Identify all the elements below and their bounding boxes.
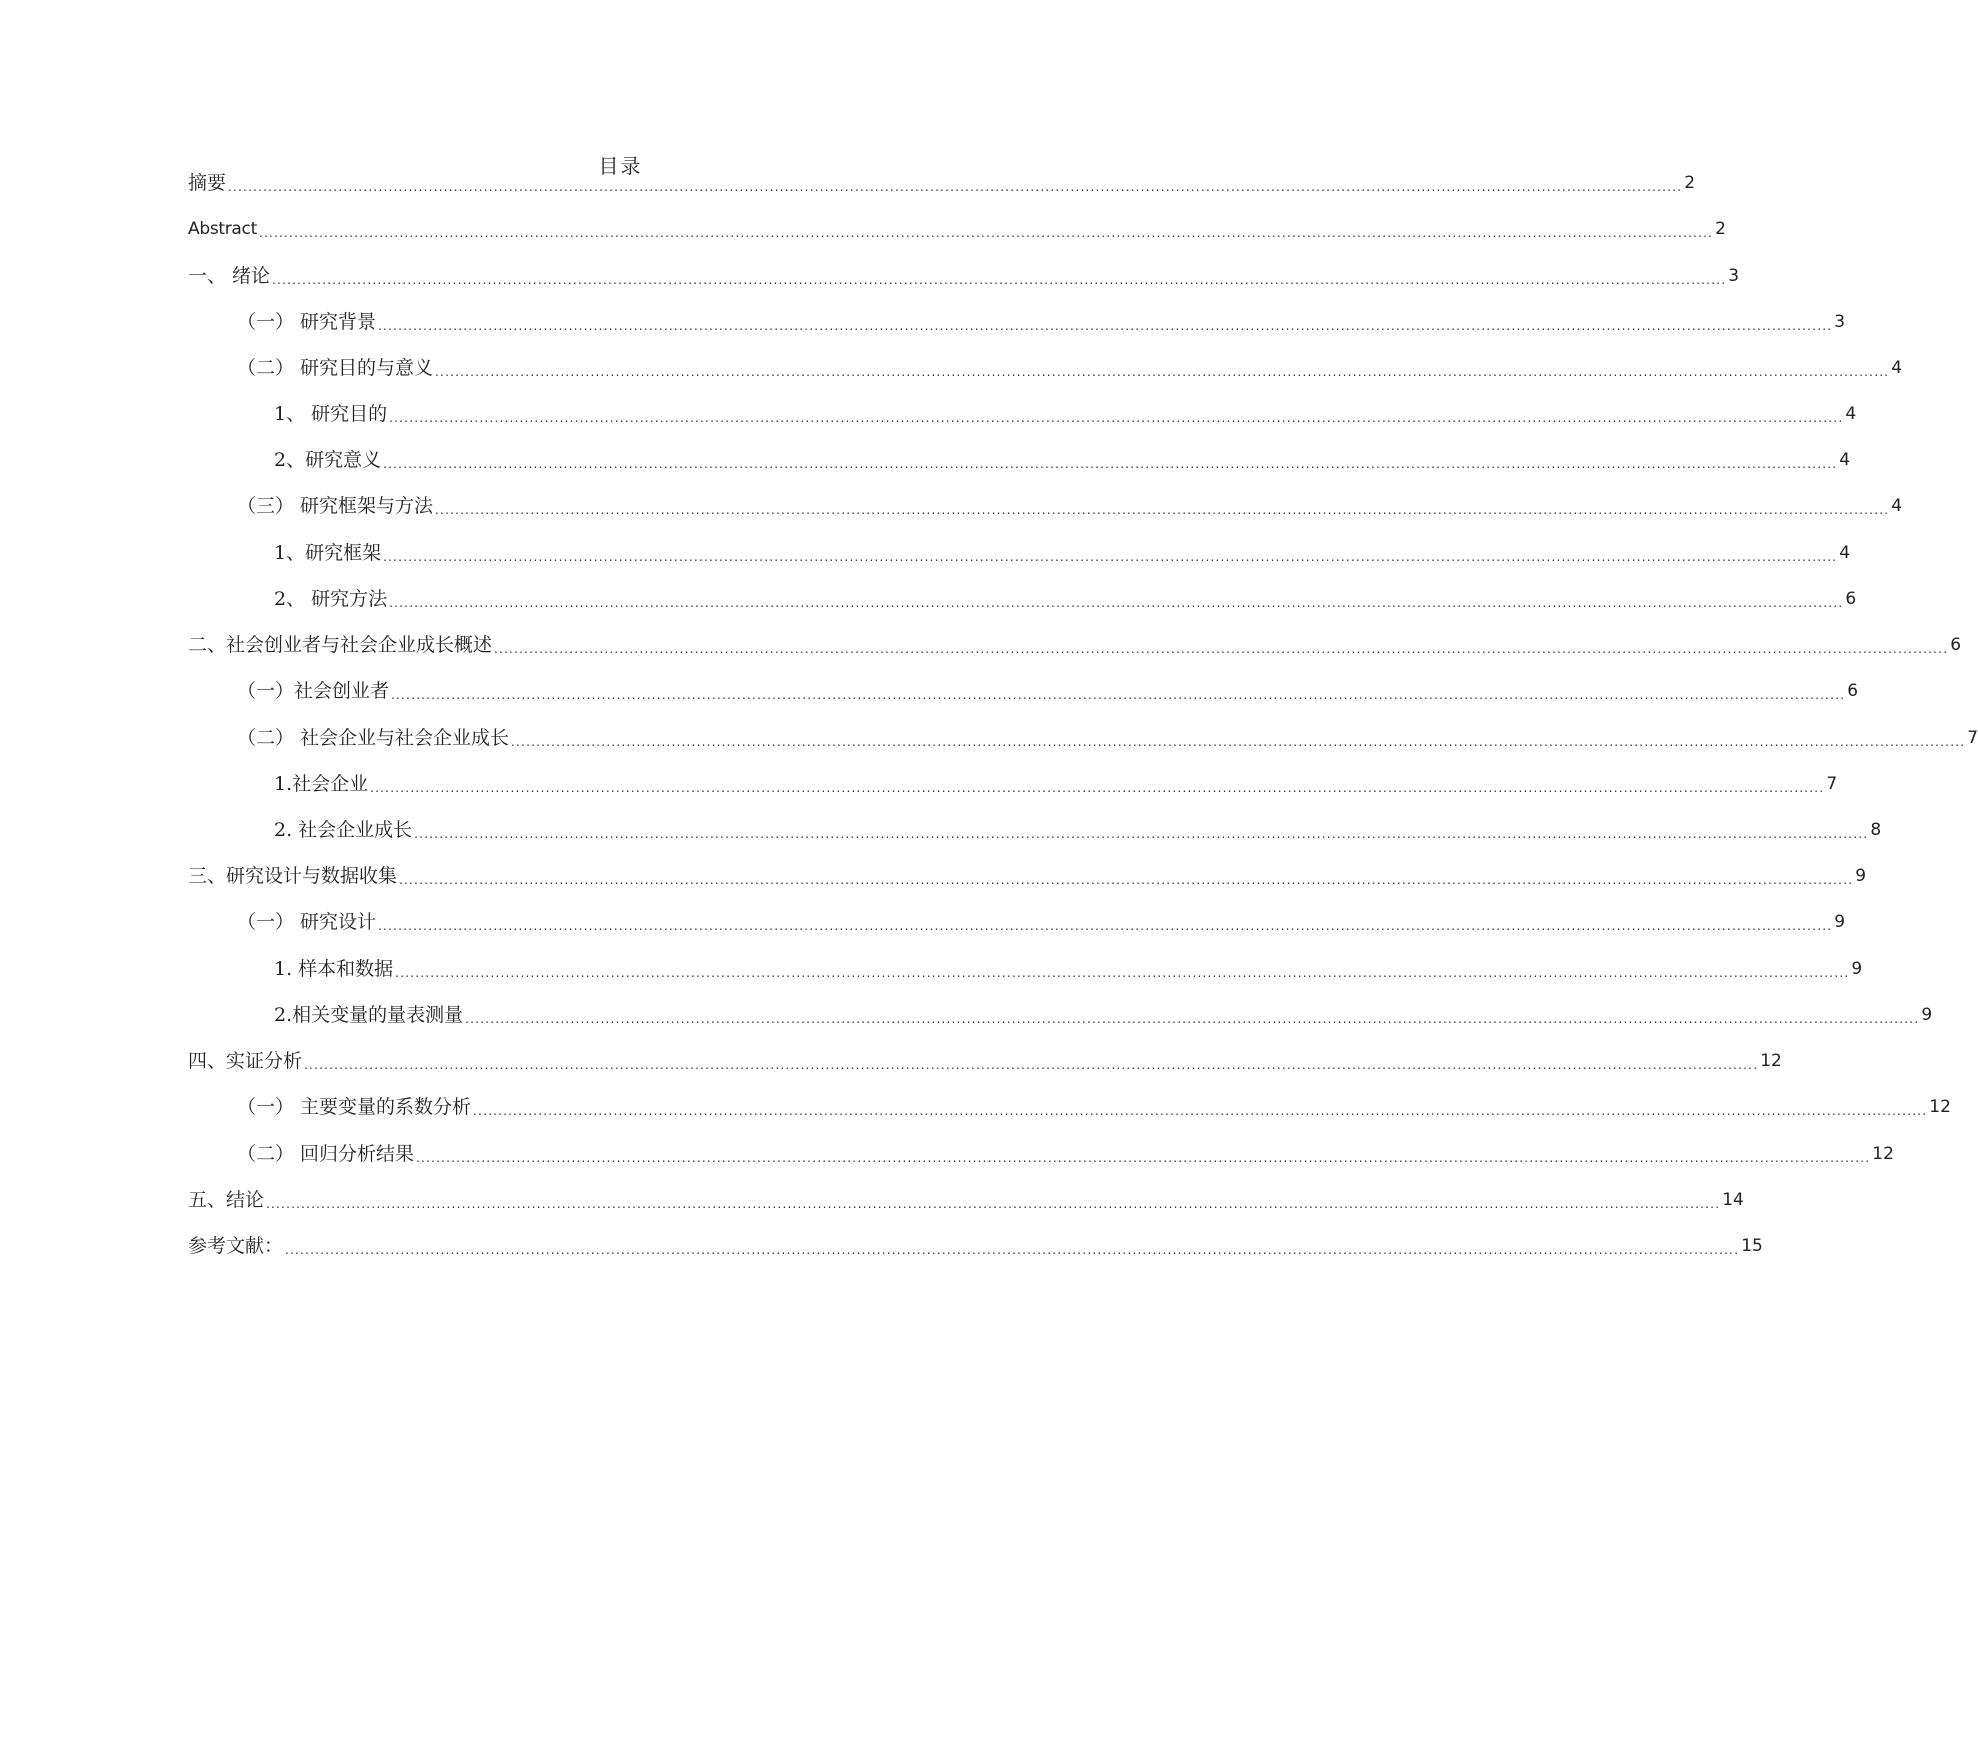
toc-page-number: 4 <box>1891 496 1903 516</box>
toc-page-number: 9 <box>1855 866 1867 886</box>
toc-dot-leader: .................................................................................................................................................................................................................................................................................................. <box>494 642 1949 656</box>
toc-entry-label: 五、结论 <box>188 1189 265 1211</box>
toc-dot-leader: .................................................................................................................................................................................................................................................................................................. <box>473 1104 1928 1118</box>
toc-entry-label: 摘要 <box>188 172 227 194</box>
toc-entry-abstract-en[interactable] <box>188 214 1726 244</box>
toc-entry-section-3-1-2[interactable] <box>274 1000 1933 1030</box>
toc-dot-leader: .................................................................................................................................................................................................................................................................................................. <box>395 966 1850 980</box>
toc-entry-label: 1、研究框架 <box>274 542 382 564</box>
toc-page-number: 3 <box>1834 312 1846 332</box>
toc-entry-section-2-1[interactable] <box>237 676 1859 706</box>
toc-dot-leader: .................................................................................................................................................................................................................................................................................................. <box>258 226 1714 240</box>
toc-page-number: 15 <box>1741 1236 1763 1256</box>
toc-entry-section-2-2[interactable] <box>237 723 1978 753</box>
toc-entry-label: 二、社会创业者与社会企业成长概述 <box>188 634 493 656</box>
toc-page-number: 2 <box>1684 173 1696 193</box>
toc-entry-section-1-3-1[interactable] <box>274 538 1851 568</box>
toc-entry-label: 参考文献： <box>188 1235 284 1257</box>
toc-page-number: 7 <box>1967 728 1978 748</box>
toc-entry-section-1-1[interactable] <box>237 307 1846 337</box>
toc-entry-section-4-2[interactable] <box>237 1139 1894 1169</box>
toc-entry-label: （三） 研究框架与方法 <box>237 495 434 517</box>
toc-dot-leader: .................................................................................................................................................................................................................................................................................................. <box>416 1151 1871 1165</box>
toc-page-number: 3 <box>1728 266 1740 286</box>
toc-dot-leader: .................................................................................................................................................................................................................................................................................................. <box>266 1197 1721 1211</box>
toc-entry-chapter-4[interactable] <box>188 1046 1782 1076</box>
toc-entry-section-2-2-1[interactable] <box>274 769 1838 799</box>
toc-title: 目录 <box>598 154 643 178</box>
toc-page-number: 6 <box>1950 635 1962 655</box>
toc-dot-leader: .................................................................................................................................................................................................................................................................................................. <box>272 273 1727 287</box>
toc-page-number: 14 <box>1722 1190 1744 1210</box>
toc-page-number: 12 <box>1872 1144 1894 1164</box>
toc-page-number: 12 <box>1929 1097 1951 1117</box>
toc-entry-label: （二） 社会企业与社会企业成长 <box>237 727 510 749</box>
toc-entry-label: （一） 主要变量的系数分析 <box>237 1096 472 1118</box>
toc-dot-leader: .................................................................................................................................................................................................................................................................................................. <box>414 827 1869 841</box>
toc-entry-section-4-1[interactable] <box>237 1092 1951 1122</box>
toc-entry-label: （二） 回归分析结果 <box>237 1143 415 1165</box>
toc-page-number: 4 <box>1839 450 1851 470</box>
toc-entry-chapter-5[interactable] <box>188 1185 1744 1215</box>
toc-page-number: 4 <box>1845 404 1857 424</box>
toc-page-number: 4 <box>1839 543 1851 563</box>
toc-dot-leader: .................................................................................................................................................................................................................................................................................................. <box>435 503 1890 517</box>
toc-dot-leader: .................................................................................................................................................................................................................................................................................................. <box>383 550 1838 564</box>
toc-entry-section-1-2-1[interactable] <box>274 399 1857 429</box>
toc-entry-label: （一）社会创业者 <box>237 680 390 702</box>
toc-entry-section-1-2-2[interactable] <box>274 445 1851 475</box>
toc-entry-section-2-2-2[interactable] <box>274 815 1882 845</box>
toc-entry-section-3-1[interactable] <box>237 907 1846 937</box>
toc-entry-label: 1、 研究目的 <box>274 403 388 425</box>
toc-entry-label: 三、研究设计与数据收集 <box>188 865 398 887</box>
toc-entry-label: 四、实证分析 <box>188 1050 303 1072</box>
toc-dot-leader: .................................................................................................................................................................................................................................................................................................. <box>399 873 1854 887</box>
toc-entry-label: 2.相关变量的量表测量 <box>274 1004 464 1026</box>
toc-dot-leader: .................................................................................................................................................................................................................................................................................................. <box>370 781 1825 795</box>
toc-page-number: 12 <box>1760 1051 1782 1071</box>
toc-entry-section-3-1-1[interactable] <box>274 954 1863 984</box>
toc-entry-label: （一） 研究设计 <box>237 911 377 933</box>
toc-page-number: 9 <box>1834 912 1846 932</box>
toc-dot-leader: .................................................................................................................................................................................................................................................................................................. <box>378 919 1833 933</box>
toc-entry-label: 2、研究意义 <box>274 449 382 471</box>
toc-entry-label: 一、 绪论 <box>188 265 271 287</box>
toc-entry-label: 1.社会企业 <box>274 773 369 795</box>
toc-page-number: 7 <box>1826 774 1838 794</box>
toc-entry-label: 2、 研究方法 <box>274 588 388 610</box>
toc-dot-leader: .................................................................................................................................................................................................................................................................................................. <box>228 180 1683 194</box>
toc-dot-leader: .................................................................................................................................................................................................................................................................................................. <box>511 735 1966 749</box>
toc-dot-leader: .................................................................................................................................................................................................................................................................................................. <box>378 319 1833 333</box>
toc-page-number: 9 <box>1851 959 1863 979</box>
toc-entry-chapter-3[interactable] <box>188 861 1867 891</box>
toc-dot-leader: .................................................................................................................................................................................................................................................................................................. <box>383 457 1838 471</box>
toc-dot-leader: .................................................................................................................................................................................................................................................................................................. <box>389 411 1844 425</box>
toc-page-number: 2 <box>1715 219 1726 239</box>
toc-dot-leader: .................................................................................................................................................................................................................................................................................................. <box>389 596 1844 610</box>
toc-entry-chapter-2[interactable] <box>188 630 1962 660</box>
toc-entry-section-1-3[interactable] <box>237 491 1903 521</box>
toc-entry-label: 2. 社会企业成长 <box>274 819 413 841</box>
toc-entry-label: （一） 研究背景 <box>237 311 377 333</box>
toc-page-number: 9 <box>1921 1005 1933 1025</box>
toc-entry-label: （二） 研究目的与意义 <box>237 357 434 379</box>
toc-dot-leader: .................................................................................................................................................................................................................................................................................................. <box>304 1058 1759 1072</box>
toc-dot-leader: .................................................................................................................................................................................................................................................................................................. <box>391 688 1846 702</box>
toc-entry-section-1-3-2[interactable] <box>274 584 1857 614</box>
toc-entry-chapter-1[interactable] <box>188 261 1740 291</box>
toc-page-number: 4 <box>1891 358 1903 378</box>
toc-entry-abstract-zh[interactable] <box>188 168 1696 198</box>
toc-entry-references[interactable] <box>188 1231 1763 1261</box>
toc-entry-label: 1. 样本和数据 <box>274 958 394 980</box>
toc-dot-leader: .................................................................................................................................................................................................................................................................................................. <box>285 1243 1740 1257</box>
toc-dot-leader: .................................................................................................................................................................................................................................................................................................. <box>435 365 1890 379</box>
toc-page-number: 8 <box>1870 820 1882 840</box>
toc-page-number: 6 <box>1845 589 1857 609</box>
toc-dot-leader: .................................................................................................................................................................................................................................................................................................. <box>465 1012 1920 1026</box>
toc-entry-section-1-2[interactable] <box>237 353 1903 383</box>
toc-entry-label: Abstract <box>188 219 257 239</box>
toc-page-number: 6 <box>1847 681 1859 701</box>
